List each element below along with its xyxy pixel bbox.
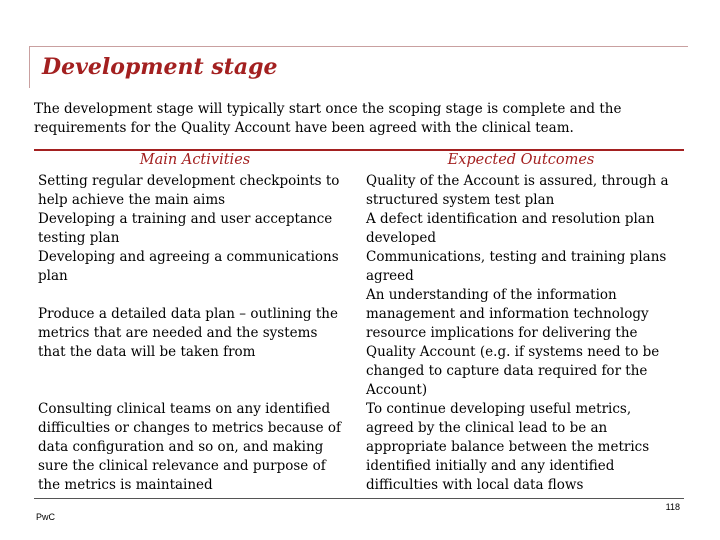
intro-line: The development stage will typically start once the scoping stage is complete and the	[34, 101, 622, 117]
intro-line: requirements for the Quality Account have been agreed with the clinical team.	[34, 120, 574, 136]
activity-line: Developing and agreeing a communications	[38, 249, 339, 265]
outcome-line: An understanding of the information	[366, 287, 617, 303]
title-frame-left-rule	[29, 46, 30, 88]
intro-paragraph	[34, 100, 694, 138]
activity-line: Setting regular development checkpoints to	[38, 173, 340, 189]
outcome-line: management and information technology	[366, 306, 649, 322]
activity-line: difficulties or changes to metrics because of	[38, 420, 341, 436]
activity-line	[38, 286, 356, 305]
outcome-line: appropriate balance between the metrics	[366, 439, 650, 455]
outcome-line: Account)	[366, 382, 428, 398]
activity-line	[38, 362, 356, 381]
outcome-line: identified initially and any identified	[366, 458, 615, 474]
activity-line	[38, 381, 356, 400]
outcome-line: agreed by the clinical lead to be an	[366, 420, 608, 436]
header-expected-outcomes: Expected Outcomes	[447, 152, 595, 168]
activity-line: Produce a detailed data plan – outlining the	[38, 306, 338, 322]
activity-line: metrics that are needed and the systems	[38, 325, 318, 341]
outcome-line: To continue developing useful metrics,	[366, 401, 632, 417]
page-title: Development stage	[42, 54, 278, 80]
activity-line: testing plan	[38, 230, 120, 246]
outcome-line: Communications, testing and training plans	[366, 249, 667, 265]
page-number: 118	[665, 502, 680, 512]
activity-line: help achieve the main aims	[38, 192, 226, 208]
activity-line: sure the clinical relevance and purpose of	[38, 458, 326, 474]
outcome-line: Quality Account (e.g. if systems need to be	[366, 344, 660, 360]
outcome-line: A defect identification and resolution plan	[366, 211, 655, 227]
footer-brand: PwC	[36, 512, 56, 522]
activity-line: plan	[38, 268, 68, 284]
activity-line: that the data will be taken from	[38, 344, 256, 360]
outcome-line: agreed	[366, 268, 414, 284]
activities-column	[38, 172, 356, 495]
outcome-line: difficulties with local data flows	[366, 477, 584, 493]
outcome-line: structured system test plan	[366, 192, 555, 208]
outcome-line: Quality of the Account is assured, through a	[366, 173, 669, 189]
activity-line: Developing a training and user acceptance	[38, 211, 333, 227]
outcome-line: changed to capture data required for the	[366, 363, 648, 379]
table-bottom-rule	[34, 498, 684, 499]
activity-line: the metrics is maintained	[38, 477, 213, 493]
title-frame-top-rule	[29, 46, 688, 47]
outcome-line: developed	[366, 230, 436, 246]
header-main-activities: Main Activities	[139, 152, 251, 168]
activity-line: Consulting clinical teams on any identified	[38, 401, 331, 417]
outcomes-column	[366, 172, 688, 495]
outcome-line: resource implications for delivering the	[366, 325, 638, 341]
activity-line: data configuration and so on, and making	[38, 439, 324, 455]
